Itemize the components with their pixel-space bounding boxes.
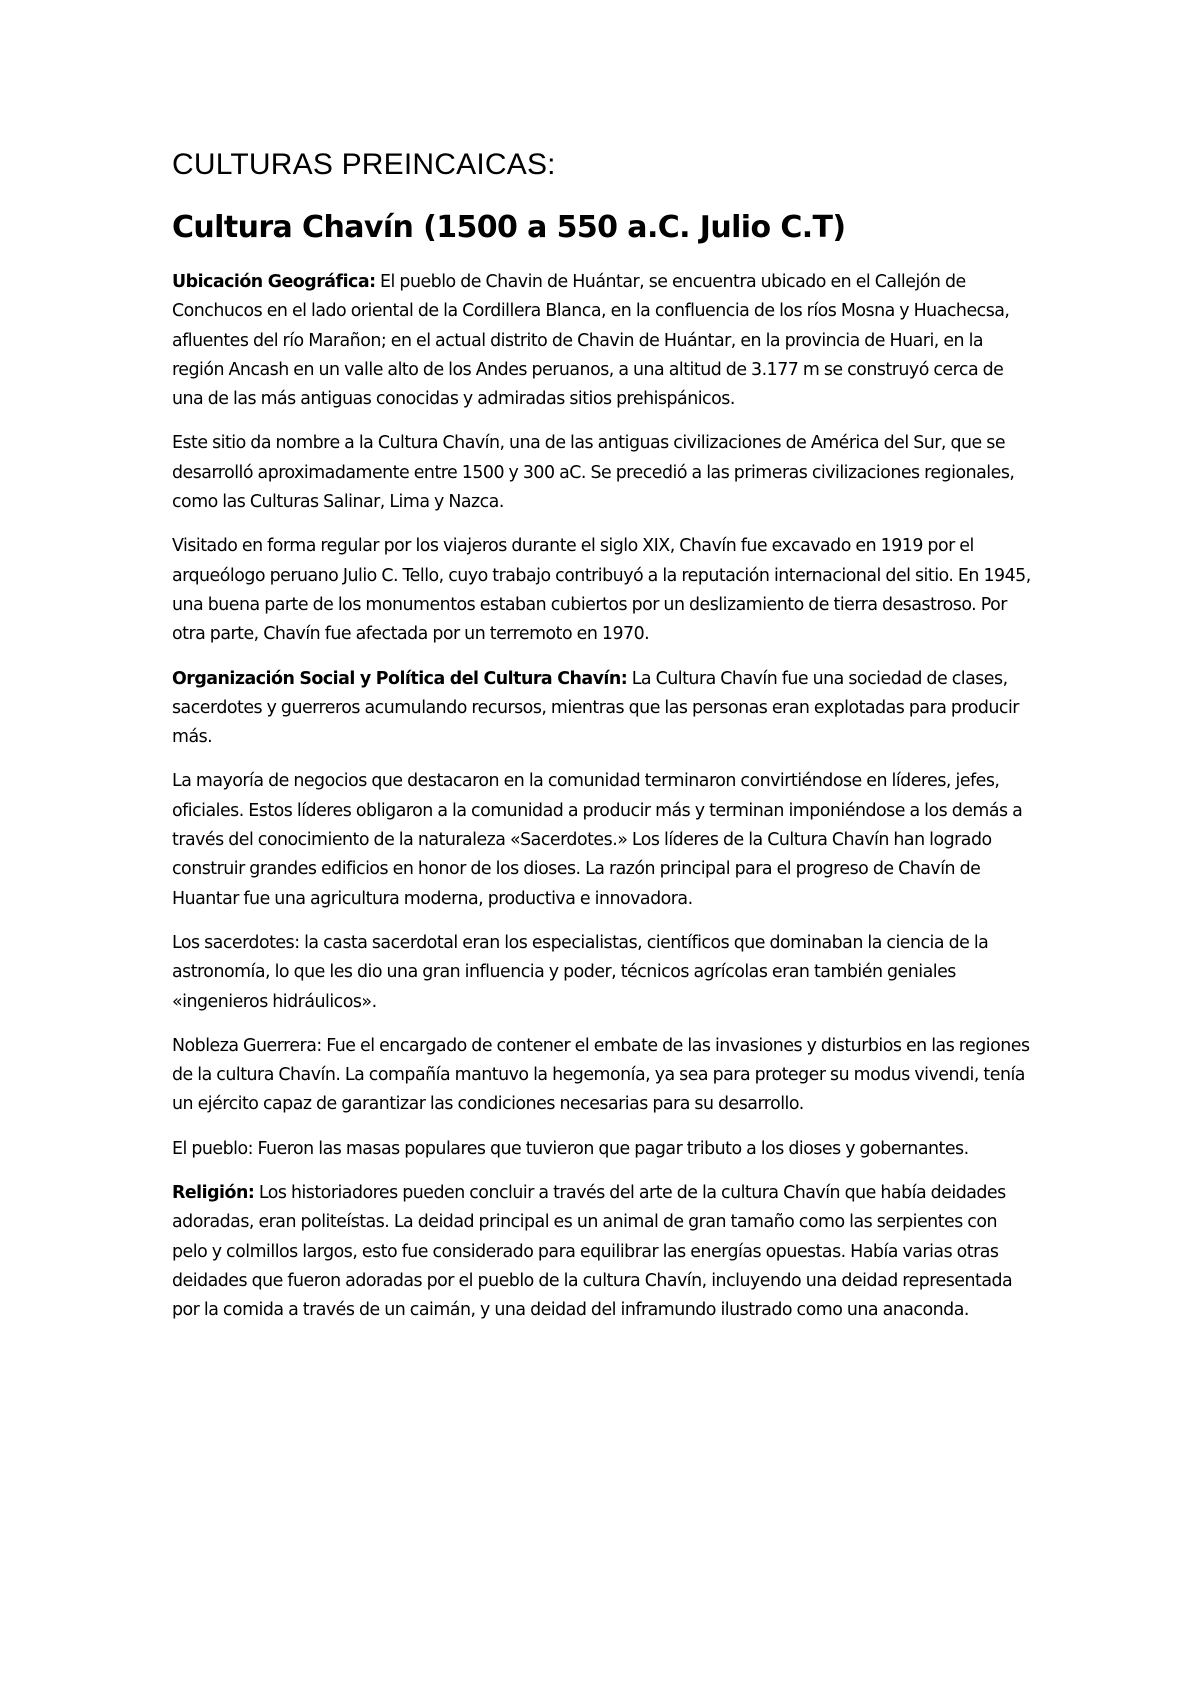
paragraph-text: Nobleza Guerrera: Fue el encargado de contener el embate de las invasiones y disturbios en las regiones de la cultura Chavín. La compañía mantuvo la hegemonía, ya sea para proteger su modus vivendi, tenía un ejército capaz de garantizar las condiciones necesarias para su desarrollo. xyxy=(172,1035,1030,1115)
paragraph-sacerdotes xyxy=(172,929,1032,1017)
paragraph-religion xyxy=(172,1179,1032,1325)
paragraph-organizacion xyxy=(172,665,1032,753)
paragraph-text: Visitado en forma regular por los viajeros durante el siglo XIX, Chavín fue excavado en 1919 por el arqueólogo peruano Julio C. Tello, cuyo trabajo contribuyó a la reputación internacional del sitio. En 1945, una buena parte de los monumentos estaban cubiertos por un deslizamiento de tierra desastroso. Por otra parte, Chavín fue afectada por un terremoto en 1970. xyxy=(172,536,1031,645)
document-page xyxy=(172,146,1032,1341)
paragraph-pueblo xyxy=(172,1135,1032,1164)
paragraph-text: El pueblo: Fueron las masas populares que tuvieron que pagar tributo a los dioses y gobernantes. xyxy=(172,1138,969,1159)
paragraph-text: Los sacerdotes: la casta sacerdotal eran los especialistas, científicos que dominaban la ciencia de la astronomía, lo que les dio una gran influencia y poder, técnicos agrícolas eran también geniales «ingenieros hidráulicos». xyxy=(172,932,989,1012)
paragraph-text: Los historiadores pueden concluir a través del arte de la cultura Chavín que había deidades adoradas, eran politeístas. La deidad principal es un animal de gran tamaño como las serpientes con pelo y colmillos largos, esto fue considerado para equilibrar las energías opuestas. Había varias otras deidades que fueron adoradas por el pueblo de la cultura Chavín, incluyendo una deidad representada por la comida a través de un caimán, y una deidad del inframundo ilustrado como una anaconda. xyxy=(172,1183,1013,1321)
paragraph-text: La Cultura Chavín fue una sociedad de clases, sacerdotes y guerreros acumulando recursos, mientras que las personas eran explotadas para producir más. xyxy=(172,668,1019,748)
paragraph-visitado xyxy=(172,532,1032,649)
section-title: Cultura Chavín (1500 a 550 a.C. Julio C.T) xyxy=(172,210,846,245)
paragraph-text: El pueblo de Chavin de Huántar, se encuentra ubicado en el Callejón de Conchucos en el lado oriental de la Cordillera Blanca, en la confluencia de los ríos Mosna y Huachecsa, afluentes del río Marañon; en el actual distrito de Chavin de Huántar, en la provincia de Huari, en la región Ancash en un valle alto de los Andes peruanos, a una altitud de 3.177 m se construyó cerca de una de las más antiguas conocidas y admiradas sitios prehispánicos. xyxy=(172,272,1010,410)
paragraph-lideres xyxy=(172,767,1032,913)
paragraph-sitio xyxy=(172,429,1032,517)
page-title: CULTURAS PREINCAICAS: xyxy=(172,148,556,181)
paragraph-label: Ubicación Geográfica: xyxy=(172,272,376,292)
paragraph-nobleza xyxy=(172,1032,1032,1120)
paragraph-text: La mayoría de negocios que destacaron en la comunidad terminaron convirtiéndose en líderes, jefes, oficiales. Estos líderes obligaron a la comunidad a producir más y terminan imponiéndose a los demás a través del conocimiento de la naturaleza «Sacerdotes.» Los líderes de la Cultura Chavín han logrado construir grandes edificios en honor de los dioses. La razón principal para el progreso de Chavín de Huantar fue una agricultura moderna, productiva e innovadora. xyxy=(172,771,1023,909)
paragraph-label: Religión: xyxy=(172,1183,255,1204)
paragraph-text: Este sitio da nombre a la Cultura Chavín, una de las antiguas civilizaciones de América del Sur, que se desarrolló aproximadamente entre 1500 y 300 aC. Se precedió a las primeras civilizaciones regionales, como las Culturas Salinar, Lima y Nazca. xyxy=(172,433,1015,513)
paragraph-ubicacion xyxy=(172,268,1032,414)
paragraph-label: Organización Social y Política del Cultura Chavín: xyxy=(172,668,628,689)
